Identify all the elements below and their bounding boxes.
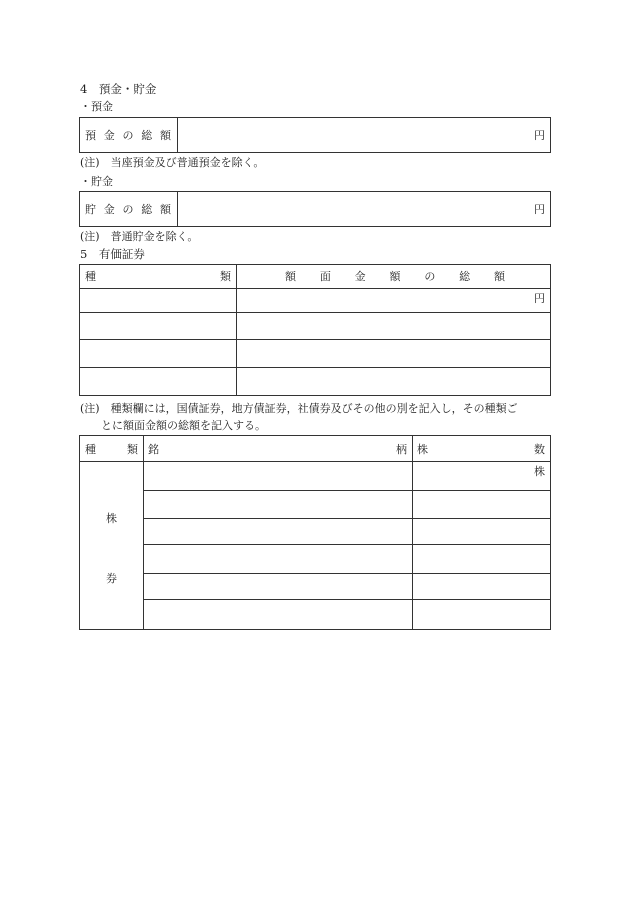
securities-header-type: 種 類: [85, 270, 231, 283]
securities-row-rule: [80, 339, 550, 340]
securities-unit: 円: [534, 292, 545, 305]
securities-col-divider: [236, 265, 237, 395]
stock-unit: 株: [534, 465, 545, 478]
securities-table: [79, 264, 551, 396]
securities-row-rule: [80, 312, 550, 313]
stock-row-rule: [143, 573, 550, 574]
stock-header-brand: 銘 柄: [148, 443, 407, 456]
stock-header-type: 種 類: [85, 443, 138, 456]
stock-row-rule: [143, 518, 550, 519]
savings-unit: 円: [534, 203, 545, 216]
deposit-divider: [177, 118, 178, 152]
deposit-label: ・預金: [80, 100, 113, 113]
stock-side-label-top: 株: [106, 512, 117, 525]
stock-row-rule: [143, 544, 550, 545]
stock-table: [79, 435, 551, 630]
deposit-total-label: 預 金 の 総 額: [85, 129, 171, 142]
section-4-heading: 4 預金・貯金: [80, 82, 157, 96]
deposit-note: (注) 当座預金及び普通預金を除く。: [80, 156, 265, 169]
deposit-unit: 円: [534, 129, 545, 142]
securities-note-line-1: (注) 種類欄には，国債証券，地方債証券，社債券及びその他の別を記入し，その種類ご: [80, 402, 518, 415]
securities-header-rule: [80, 288, 550, 289]
securities-note-line-2: とに額面金額の総額を記入する。: [101, 419, 266, 432]
savings-total-label: 貯 金 の 総 額: [85, 203, 171, 216]
deposit-total-table: [79, 117, 551, 153]
securities-row-rule: [80, 367, 550, 368]
stock-row-rule: [143, 599, 550, 600]
stock-col-divider: [143, 436, 144, 629]
savings-label: ・貯金: [80, 175, 113, 188]
stock-side-label-bottom: 券: [106, 572, 117, 585]
stock-row-rule: [143, 490, 550, 491]
savings-note: (注) 普通貯金を除く。: [80, 230, 199, 243]
stock-header-rule: [80, 461, 550, 462]
savings-divider: [177, 192, 178, 226]
section-5-heading: 5 有価証券: [80, 247, 145, 261]
securities-header-total: 額 面 金 額 の 総 額: [285, 270, 505, 283]
stock-header-shares: 株 数: [417, 443, 545, 456]
stock-col-divider: [412, 436, 413, 629]
savings-total-table: [79, 191, 551, 227]
